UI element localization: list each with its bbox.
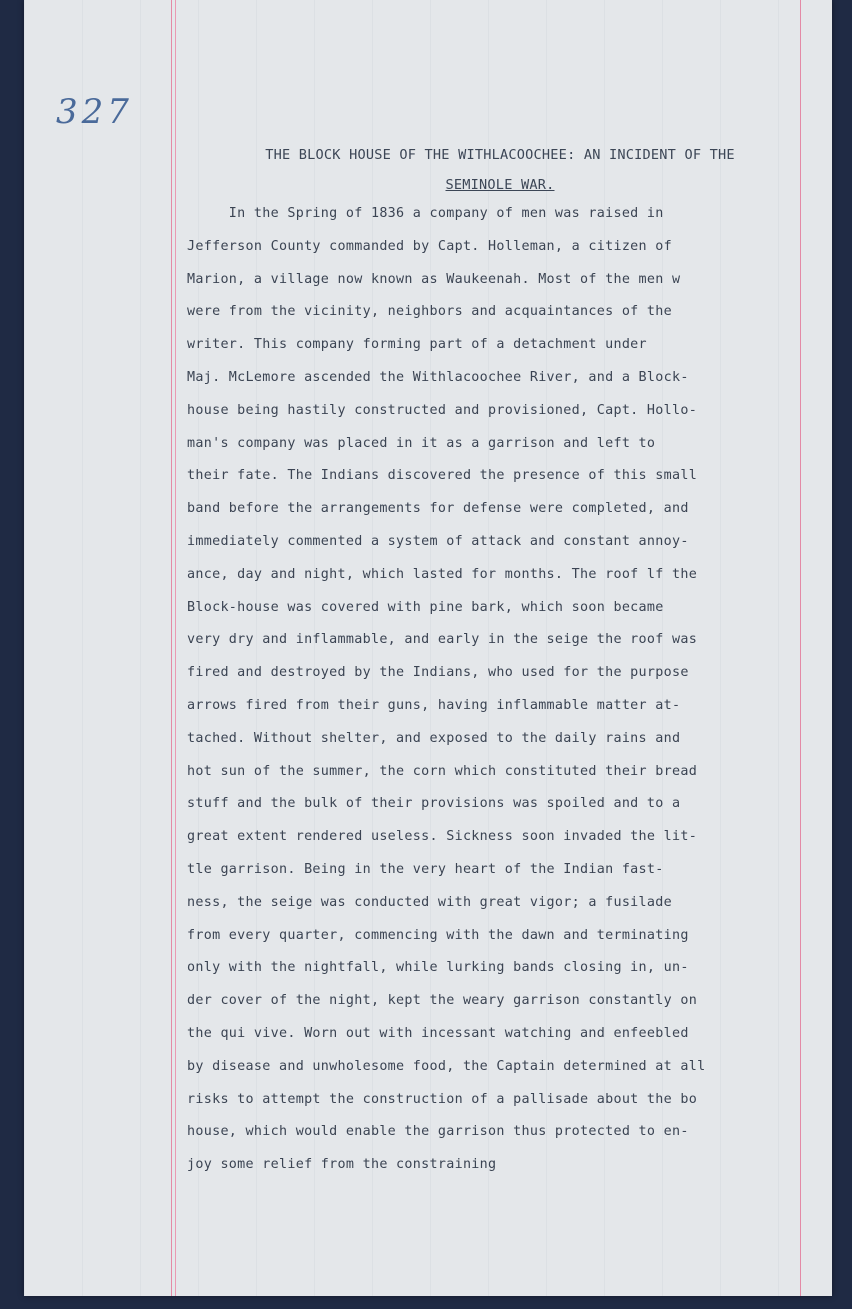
page-number: 327 [56, 92, 133, 132]
text-line: band before the arrangements for defense were completed, and [187, 501, 689, 517]
text-line: hot sun of the summer, the corn which constituted their bread [187, 763, 698, 779]
text-line: great extent rendered useless. Sickness soon invaded the lit- [187, 829, 698, 845]
text-line: fired and destroyed by the Indians, who used for the purpose [187, 665, 689, 681]
text-line: by disease and unwholesome food, the Captain determined at all [187, 1058, 706, 1074]
left-margin-line [171, 0, 172, 1296]
text-line: the qui vive. Worn out with incessant watching and enfeebled [187, 1025, 689, 1041]
text-line: der cover of the night, kept the weary garrison constantly on [187, 993, 698, 1009]
text-line: their fate. The Indians discovered the presence of this small [187, 468, 698, 484]
text-line: ance, day and night, which lasted for months. The roof lf the [187, 566, 698, 582]
text-line: risks to attempt the construction of a pallisade about the bo [187, 1091, 698, 1107]
text-line: man's company was placed in it as a garrison and left to [187, 435, 656, 451]
text-line: ness, the seige was conducted with great vigor; a fusilade [187, 894, 672, 910]
text-line: tle garrison. Being in the very heart of the Indian fast- [187, 861, 664, 877]
text-line: arrows fired from their guns, having inflammable matter at- [187, 697, 681, 713]
text-line: Marion, a village now known as Waukeenah. Most of the men w [187, 271, 681, 287]
text-line: Jefferson County commanded by Capt. Holleman, a citizen of [187, 238, 672, 254]
text-line: house, which would enable the garrison thus protected to en- [187, 1124, 689, 1140]
text-line: from every quarter, commencing with the dawn and terminating [187, 927, 689, 943]
text-line: In the Spring of 1836 a company of men was raised in [187, 206, 664, 221]
left-margin-line-inner [175, 0, 176, 1296]
text-line: Block-house was covered with pine bark, which soon became [187, 599, 664, 615]
title-line-2: SEMINOLE WAR. [445, 177, 555, 193]
text-line: only with the nightfall, while lurking bands closing in, un- [187, 960, 689, 976]
text-line: were from the vicinity, neighbors and acquaintances of the [187, 304, 672, 320]
text-line: Maj. McLemore ascended the Withlacoochee River, and a Block- [187, 369, 689, 385]
text-line: immediately commented a system of attack and constant annoy- [187, 533, 689, 549]
text-line: very dry and inflammable, and early in the seige the roof was [187, 632, 698, 648]
text-line: writer. This company forming part of a detachment under [187, 337, 647, 353]
text-line: house being hastily constructed and provisioned, Capt. Hollo- [187, 402, 698, 418]
text-line: joy some relief from the constraining [187, 1157, 497, 1173]
document-title [200, 140, 800, 200]
text-line: stuff and the bulk of their provisions was spoiled and to a [187, 796, 681, 812]
document-page [24, 0, 832, 1296]
title-line-1: THE BLOCK HOUSE OF THE WITHLACOOCHEE: AN INCIDENT OF THE [265, 147, 735, 163]
body-text [187, 198, 817, 1182]
text-line: tached. Without shelter, and exposed to the daily rains and [187, 730, 681, 746]
